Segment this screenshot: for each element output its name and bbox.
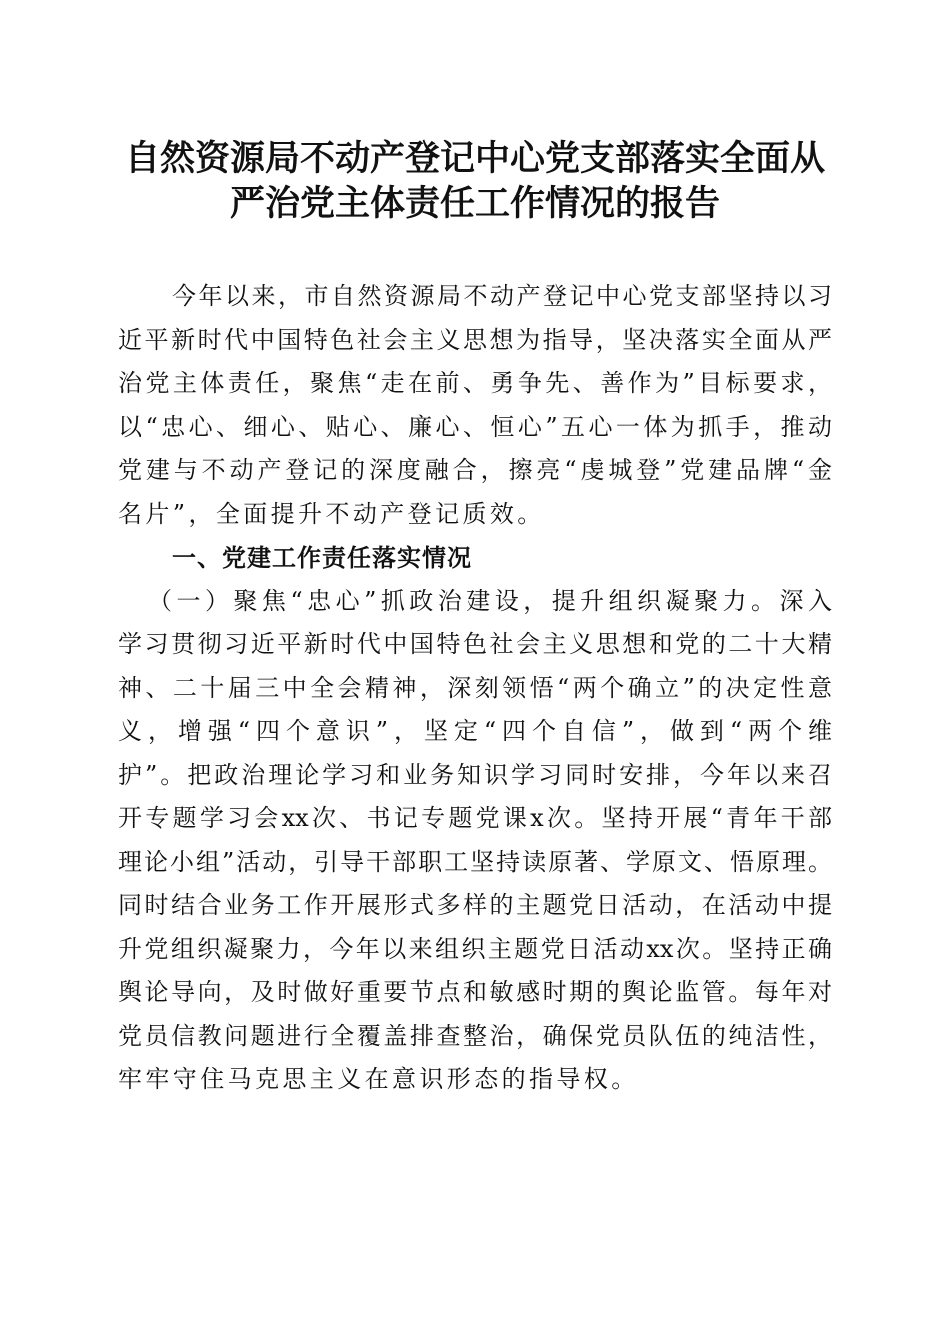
text-line: 学习贯彻习近平新时代中国特色社会主义思想和党的二十大精 — [118, 630, 832, 658]
text-line: 近平新时代中国特色社会主义思想为指导，坚决落实全面从严 — [118, 325, 832, 354]
title-line: 严治党主体责任工作情况的报告 — [229, 183, 720, 224]
text-line: 以“忠心、细心、贴心、廉心、恒心”五心一体为抓手，推动 — [118, 412, 832, 441]
text-line: 同时结合业务工作开展形式多样的主题党日活动，在活动中提 — [118, 891, 832, 919]
paragraph-section-1 — [118, 580, 832, 1102]
document-body — [118, 275, 832, 1102]
text-line: 神、二十届三中全会精神，深刻领悟“两个确立”的决定性意 — [118, 673, 832, 702]
text-line: 名片”，全面提升不动产登记质效。 — [118, 499, 545, 528]
paragraph-intro — [118, 275, 832, 536]
text-line: 开专题学习会xx次、书记专题党课x次。坚持开展“青年干部 — [118, 804, 832, 832]
document-title — [118, 136, 832, 226]
text-line: 牢牢守住马克思主义在意识形态的指导权。 — [118, 1065, 639, 1093]
text-line: 义，增强“四个意识”，坚定“四个自信”，做到“两个维 — [118, 717, 832, 745]
text-line: 舆论导向，及时做好重要节点和敏感时期的舆论监管。每年对 — [118, 978, 832, 1006]
text-line: 今年以来，市自然资源局不动产登记中心党支部坚持以习 — [172, 282, 832, 310]
text-line: 党建与不动产登记的深度融合，擦亮“虔城登”党建品牌“金 — [118, 456, 832, 484]
text-line: 党员信教问题进行全覆盖排查整治，确保党员队伍的纯洁性， — [118, 1021, 832, 1050]
text-line: （一）聚焦“忠心”抓政治建设，提升组织凝聚力。深入 — [148, 586, 832, 615]
title-line: 自然资源局不动产登记中心党支部落实全面从 — [124, 138, 825, 179]
section-heading: 一、党建工作责任落实情况 — [172, 543, 472, 572]
text-line: 治党主体责任，聚焦“走在前、勇争先、善作为”目标要求， — [118, 369, 832, 397]
text-line: 理论小组”活动，引导干部职工坚持读原著、学原文、悟原理。 — [118, 847, 832, 876]
text-line: 护”。把政治理论学习和业务知识学习同时安排，今年以来召 — [118, 760, 832, 789]
text-line: 升党组织凝聚力，今年以来组织主题党日活动xx次。坚持正确 — [118, 934, 832, 963]
